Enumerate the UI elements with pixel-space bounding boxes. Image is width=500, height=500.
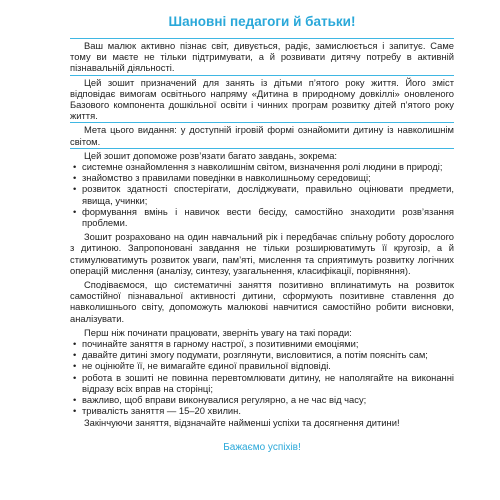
tasks-list <box>70 161 454 228</box>
hope-paragraph: Сподіваємося, що систематичні заняття позитивно вплинатимуть на розвиток самостійної пізнавальної активності дитини, сформують позитивне ставлення до навколишнього світу, допоможуть малюкові навчитися самостійно робити висновки, аналізувати. <box>70 279 454 324</box>
intro-paragraph: Ваш малюк активно пізнає світ, дивується, радіє, замислюється і запитує. Саме тому ви маєте не тільки підтримувати, а й розвивати дитячу потребу в активній пізнавальній діяльності. <box>70 40 454 74</box>
list-item: • починайте заняття в гарному настрої, з позитивними емоціями; <box>70 338 454 349</box>
tasks-intro: Цей зошит допоможе розв’язати багато завдань, зокрема: <box>84 149 338 161</box>
list-item: • не оцінюйте її, не вимагайте єдиної правильної відповіді. <box>70 360 454 371</box>
divider <box>70 148 454 149</box>
tips-intro: Перш ніж починати працювати, зверніть увагу на такі поради: <box>84 326 352 338</box>
divider <box>70 122 454 123</box>
list-item: • тривалість заняття — 15–20 хвилин. <box>70 405 454 416</box>
divider <box>70 75 454 76</box>
list-item: • формування вмінь і навичок вести бесіду, самостійно знаходити розв’язання проблеми. <box>70 206 454 228</box>
document-body <box>70 38 454 428</box>
purpose-paragraph: Цей зошит призначений для занять із дітьми п’ятого року життя. Його зміст відповідає вимогам освітнього напряму «Дитина в природному довкіллі» оновленого Базового компонента дошкільної освіти і чинних програм розвитку дітей п’ятого року життя. <box>70 76 454 122</box>
divider <box>70 38 454 39</box>
list-item: • давайте дитині змогу подумати, розглянути, висловитися, а потім поясніть сам; <box>70 349 454 360</box>
list-item: • знайомство з правилами поведінки в навколишньому середовищі; <box>70 172 454 183</box>
tips-list <box>70 338 454 416</box>
final-paragraph: Закінчуючи заняття, відзначайте найменші успіхи та досягнення дитини! <box>84 416 400 428</box>
goal-paragraph: Мета цього видання: у доступній ігровій формі ознайомити дитину із навколишнім світом. <box>70 124 454 147</box>
list-item: • розвиток здатності спостерігати, досліджувати, правильно оцінювати предмети, явища, учинки; <box>70 183 454 205</box>
list-item: • важливо, щоб вправи виконувалися регулярно, а не час від часу; <box>70 394 454 405</box>
workbook-paragraph: Зошит розраховано на один навчальний рік і передбачає спільну роботу дорослого з дитиною. Запропоновані завдання не тільки розширюватимуть її кругозір, а й стимулюватимуть розвиток уваги, пам’яті, мислення та сприятимуть розвитку логічних операцій мислення (аналізу, синтезу, узагальнення, класифікації, порівняння). <box>70 231 454 276</box>
list-item: • робота в зошиті не повинна перевтомлювати дитину, не наполягайте на виконанні відразу всіх вправ на сторінці; <box>70 372 454 394</box>
closing-wish: Бажаємо успіхів! <box>223 441 301 453</box>
list-item: • системне ознайомлення з навколишнім світом, визначення ролі людини в природі; <box>70 161 454 172</box>
page-title: Шановні педагоги й батьки! <box>168 14 356 29</box>
